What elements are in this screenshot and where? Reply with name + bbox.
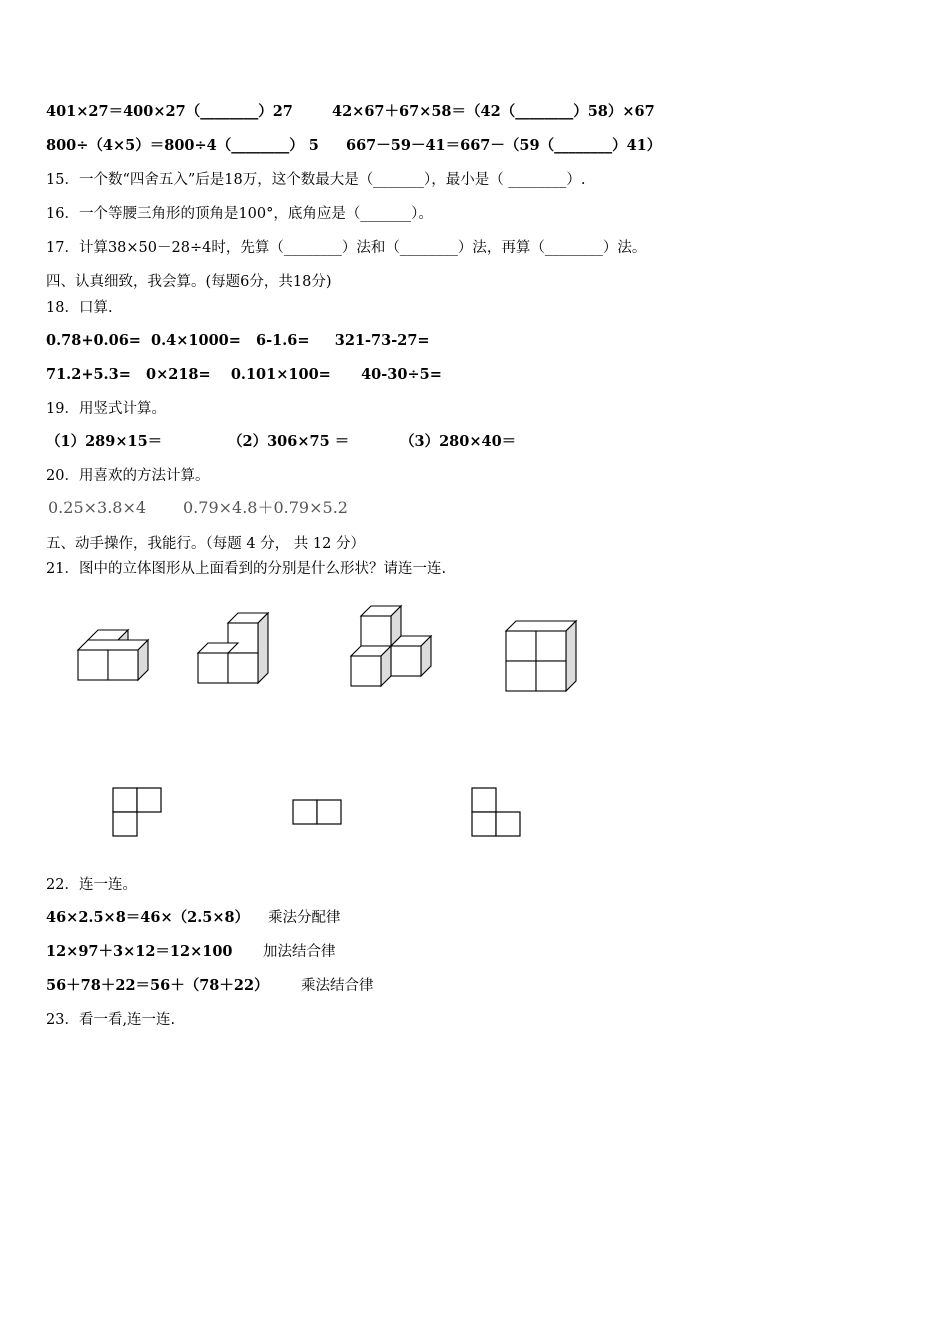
vertical-calc-2: （2）306×75 ＝ xyxy=(228,433,350,450)
fill-blank-1: 401×27＝400×27（________）27 xyxy=(46,103,293,120)
vertical-calc-3: （3）280×40＝ xyxy=(400,433,517,450)
solid-figure-3 xyxy=(345,598,445,698)
vertical-calc-1: （1）289×15＝ xyxy=(46,433,163,450)
question-15: 15．一个数“四舍五入”后是18万，这个数最大是（_______），最小是（ ________）. xyxy=(46,172,586,188)
calc-expression-2: 0.79×4.8＋0.79×5.2 xyxy=(183,498,348,517)
top-view-3 xyxy=(471,787,523,839)
top-view-1 xyxy=(112,787,164,839)
question-16: 16．一个等腰三角形的顶角是100°，底角应是（_______）。 xyxy=(46,206,433,222)
question-17: 17．计算38×50－28÷4时，先算（________）法和（________）法，再算（________）法。 xyxy=(46,240,647,256)
solid-figure-4 xyxy=(500,615,590,705)
solid-figure-2 xyxy=(190,605,280,695)
fill-blank-2: 42×67＋67×58＝（42（________）58）×67 xyxy=(332,103,655,120)
question-22: 22．连一连。 xyxy=(46,877,137,893)
match-expression-3: 56＋78＋22＝56＋（78＋22） xyxy=(46,977,269,994)
section-5-heading: 五、动手操作，我能行。（每题 4 分， 共 12 分） xyxy=(46,536,365,552)
match-law-2: 加法结合律 xyxy=(263,944,336,960)
match-law-3: 乘法结合律 xyxy=(301,978,374,994)
calc-expression-1: 0.25×3.8×4 xyxy=(48,498,147,517)
question-19: 19．用竖式计算。 xyxy=(46,401,166,417)
section-4-heading: 四、认真细致，我会算。(每题6分，共18分) xyxy=(46,274,332,290)
question-20: 20．用喜欢的方法计算。 xyxy=(46,468,210,484)
fill-blank-3: 800÷（4×5）＝800÷4（________） 5 xyxy=(46,137,319,154)
mental-math-row-1: 0.78+0.06= 0.4×1000= 6-1.6= 321-73-27= xyxy=(46,332,430,349)
question-21: 21．图中的立体图形从上面看到的分别是什么形状？请连一连. xyxy=(46,561,447,577)
fill-blank-4: 667－59－41＝667－（59（________）41） xyxy=(346,137,662,154)
top-view-2 xyxy=(292,799,344,827)
mental-math-row-2: 71.2+5.3= 0×218= 0.101×100= 40-30÷5= xyxy=(46,366,442,383)
match-law-1: 乘法分配律 xyxy=(268,910,341,926)
match-expression-1: 46×2.5×8＝46×（2.5×8） xyxy=(46,909,250,926)
question-23: 23．看一看,连一连. xyxy=(46,1012,176,1028)
solid-figure-1 xyxy=(70,620,160,690)
question-18: 18．口算. xyxy=(46,300,113,316)
match-expression-2: 12×97＋3×12＝12×100 xyxy=(46,943,233,960)
